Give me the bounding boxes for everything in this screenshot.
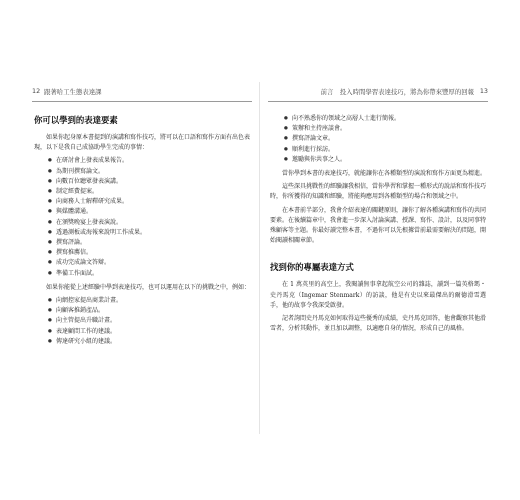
body-paragraph: 當你學到本書的表達技巧，就能讓你在各種類型的演說和寫作方面更為精進。: [282, 170, 487, 178]
list-item: ● 撰寫評論。: [48, 238, 250, 248]
list-item: ● 邀勵與你共事之人。: [284, 155, 486, 165]
list-item: ● 與媒體溝通。: [48, 207, 250, 217]
list-item: ● 策辦和主持座談會。: [284, 124, 486, 134]
body-paragraph: 這些深具挑戰性的經驗讓我相信，當你學習和掌握一種形式的說話和寫作技巧時，你所獲得的知識和經驗，將能夠應用到各種類型的場合和領域之中。: [270, 183, 487, 201]
list-item: ● 向網控家提出商業計畫。: [48, 296, 250, 306]
list-item: ● 向顧客推銷產品。: [48, 306, 250, 316]
section-spacer: [270, 249, 486, 261]
right-page-number: 13: [479, 87, 488, 95]
left-page-number: 12: [32, 87, 41, 95]
section-title-elements: 你可以學到的表達要素: [34, 115, 118, 125]
body-paragraph: 在 1 萬英里的高空上，我閱讀無事拿起航空公司的雜誌，讀到一篇英格瑪・史丹馬克（Ingemar Stenmark）的訪談，他是有史以來最傑出的爾德滑雪選手，他的故事令我深受啟發。: [270, 281, 486, 309]
list-item: ● 為期刊撰寫論文。: [48, 167, 250, 177]
body-paragraph: 在本書前半部分，我會介紹表達的關鍵原則，讓你了解各種演講和寫作的共同要素。在後續篇章中，我會進一步深入討論演講、授課、寫作、設計，以及同事特殊顧客等主題。你最好讀完整本書，不過你可以先根據當前最需要解決的問題，開始閱讀相關章節。: [270, 206, 487, 245]
left-page: [26, 78, 258, 440]
left-header-rule: [32, 101, 252, 102]
list-item: ● 向商務人士解釋研究成果。: [48, 197, 250, 207]
transition-paragraph: 如果你能從上述經驗中學到表達技巧，也可以運用在以下的挑戰之中，例如：: [46, 283, 251, 291]
left-page-body: [34, 114, 250, 351]
right-page: [262, 78, 494, 440]
section-title-style: 找到你的專屬表達方式: [270, 262, 354, 273]
right-running-title: 前言 投入時間學習表達技巧，將為你帶來豐厚的回報: [320, 88, 474, 96]
book-spine: [259, 82, 260, 434]
challenges-list: [34, 296, 250, 347]
right-header-rule: [268, 101, 488, 102]
list-item: ● 表達顧問工作的建議。: [48, 327, 250, 337]
continued-list: [270, 114, 486, 165]
list-item: ● 向數百位聽眾發表演講。: [48, 177, 250, 187]
list-item: ● 成功完成論文答辯。: [48, 258, 250, 268]
list-item: ● 制定經費提案。: [48, 187, 250, 197]
list-item: ● 撰寫評論文章。: [284, 134, 486, 144]
skills-list: [34, 156, 250, 278]
list-item: ● 向不熟悉你的領域之高層人士進行簡報。: [284, 114, 486, 124]
list-item: ● 在頒獎晚宴上發表演說。: [48, 218, 250, 228]
list-item: ● 撰寫推薦信。: [48, 248, 250, 258]
body-paragraph: 記者詢問史丹馬克如何取得這些優秀的成績，史丹馬克回答，他會觀察其他滑雪者，分析其動作，並且加以調整，以適應自身的情況，形成自己的風格。: [270, 315, 487, 333]
right-page-body: [270, 114, 486, 337]
list-item: ● 準備工作面試。: [48, 269, 250, 279]
intro-paragraph: 如果你起身原本書提到的演講和寫作技巧，將可以在口語和寫作方面有出色表現，以下是我自己成協助學生完成的事情：: [34, 134, 251, 152]
left-running-title: 跟著哈工生態表達課: [44, 88, 102, 96]
list-item: ● 透過測板或海報來說明工作成果。: [48, 228, 250, 238]
list-item: ● 在研討會上發表成果報告。: [48, 156, 250, 166]
list-item: ● 順利進行採訪。: [284, 145, 486, 155]
list-item: ● 傳達研究小組的建議。: [48, 337, 250, 347]
left-page-header: [32, 87, 252, 99]
right-page-header: [268, 87, 488, 99]
list-item: ● 向主管提出升職計畫。: [48, 316, 250, 326]
